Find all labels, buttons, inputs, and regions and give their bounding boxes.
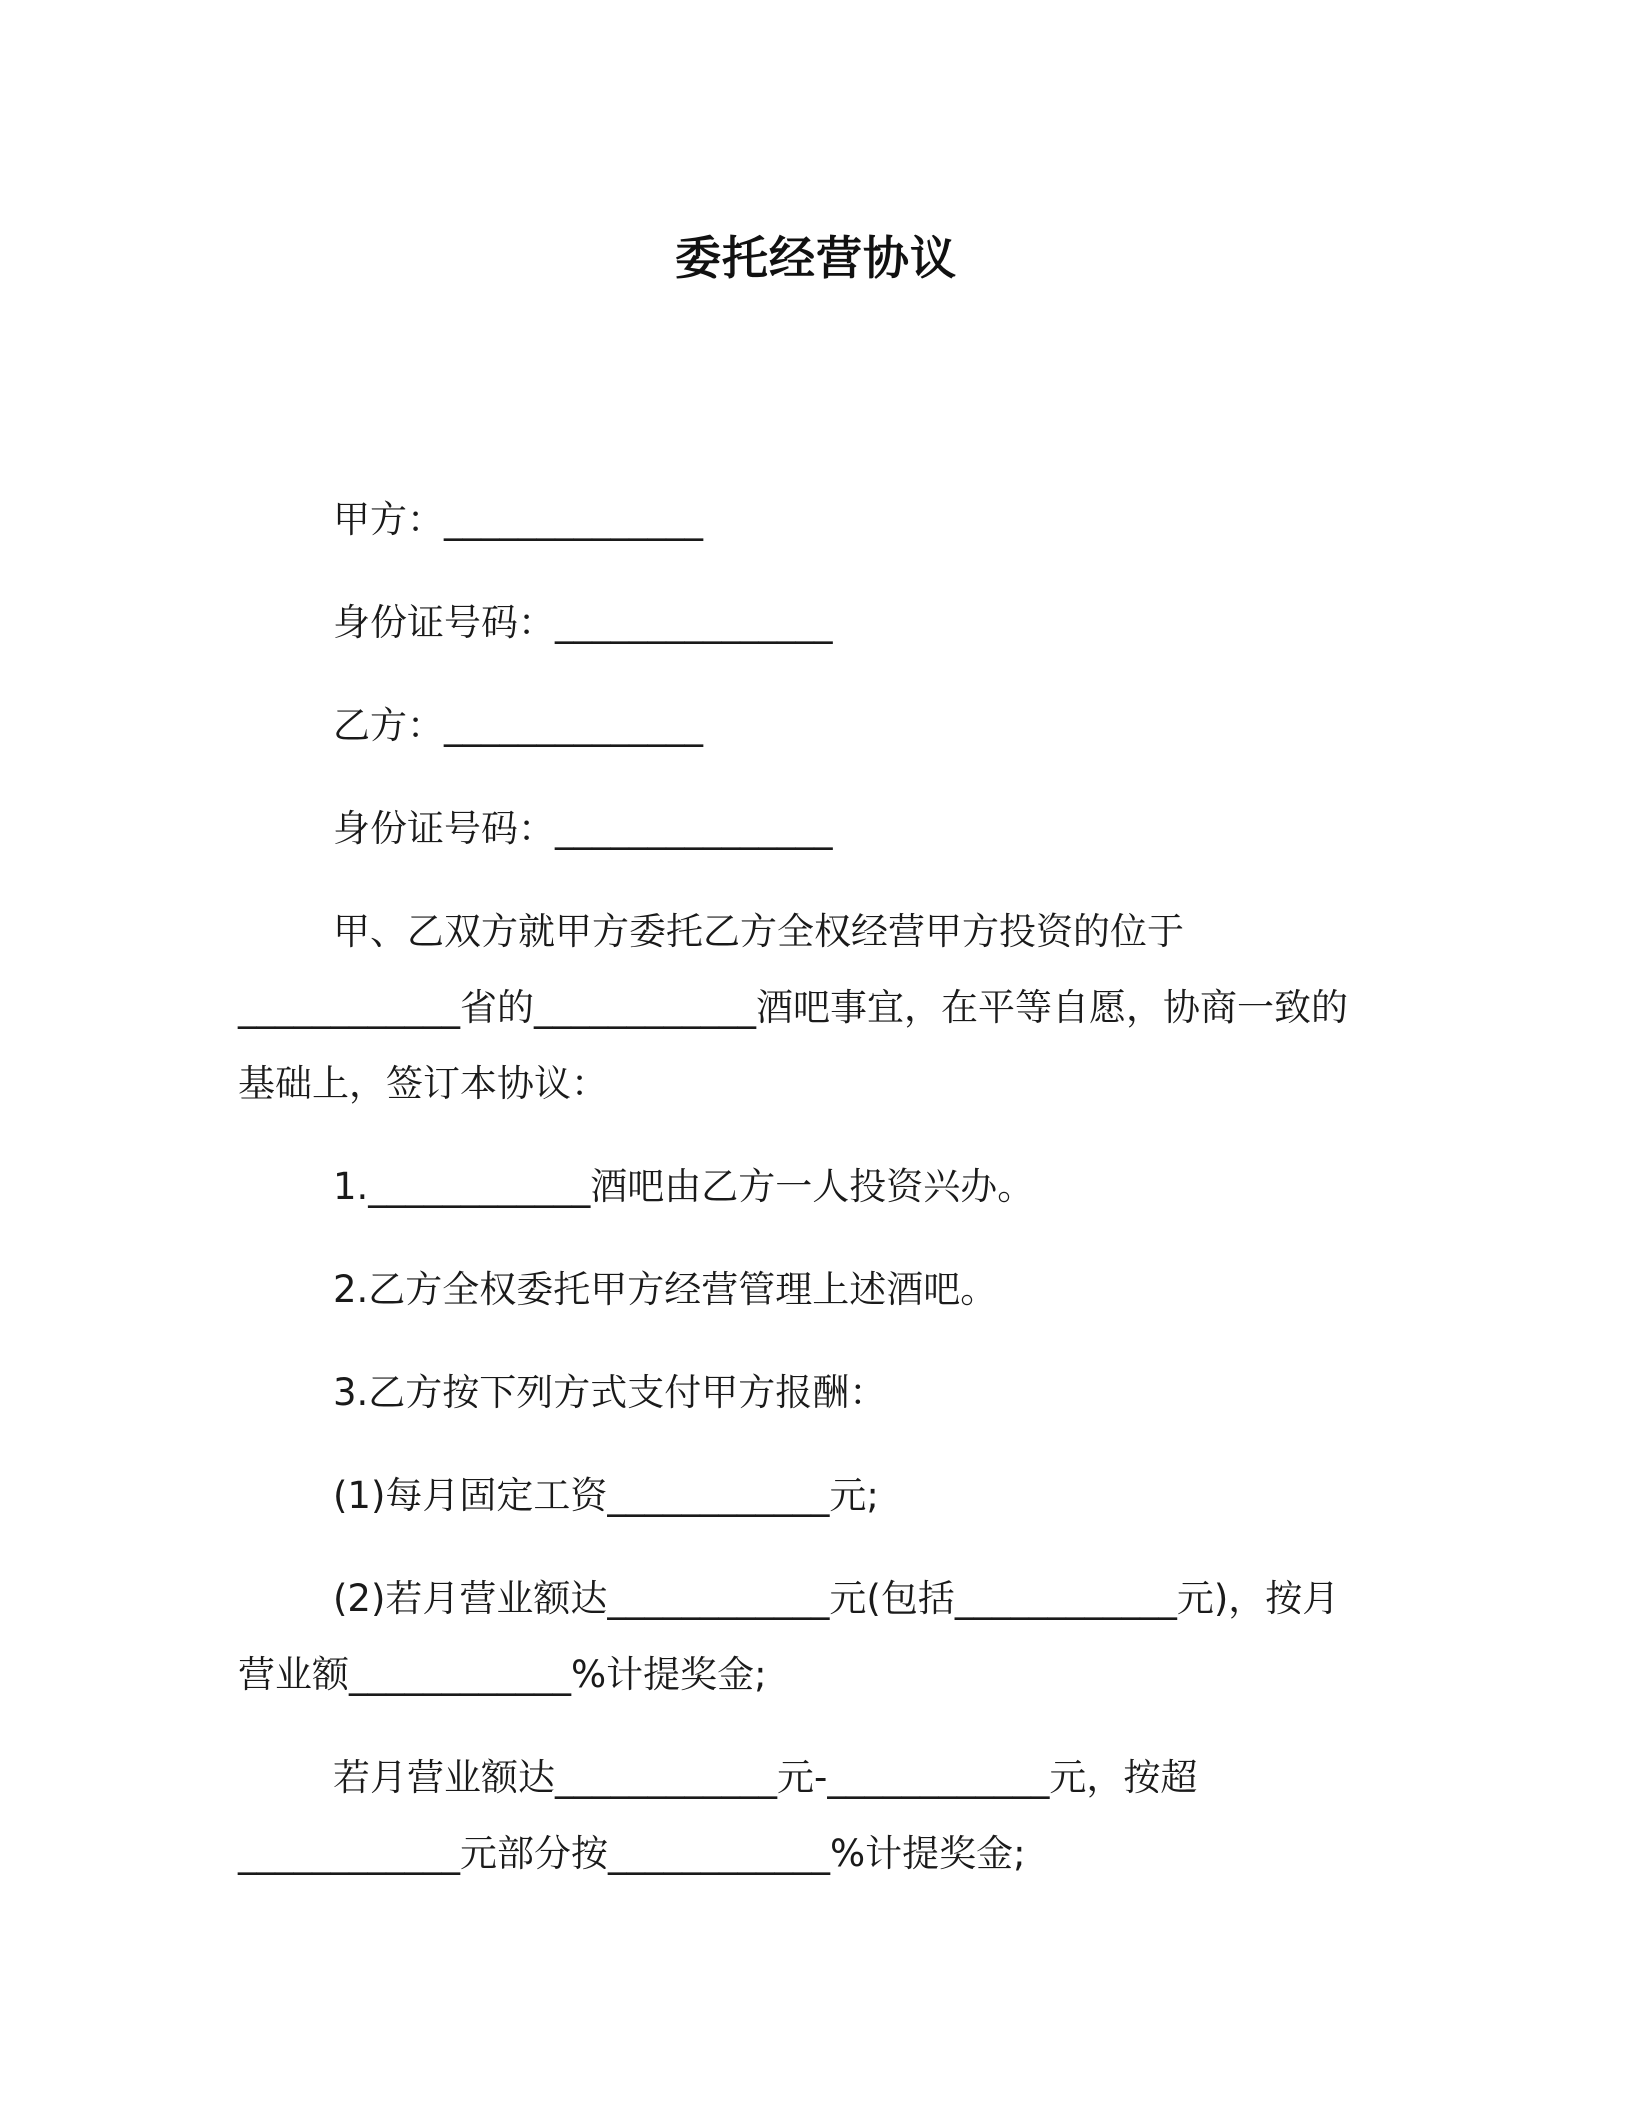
preamble-line-1: 甲、乙双方就甲方委托乙方全权经营甲方投资的位于 [333,910,1184,953]
party-b-line: 乙方：______________ [333,704,703,747]
clause-1: 1.____________酒吧由乙方一人投资兴办。 [333,1165,1035,1208]
clause-3: 3.乙方按下列方式支付甲方报酬： [333,1371,887,1414]
clause-3-2-tier-line-2: ____________元部分按____________%计提奖金; [238,1832,1026,1875]
clause-3-1: (1)每月固定工资____________元; [333,1474,879,1517]
clause-3-2-line-1: (2)若月营业额达____________元(包括____________元)，按月 [333,1577,1340,1620]
party-a-id-line: 身份证号码：_______________ [333,601,833,644]
clause-3-2-tier-line-1: 若月营业额达____________元-____________元，按超 [333,1756,1198,1799]
preamble-line-2: ____________省的____________酒吧事宜，在平等自愿，协商一致的 [238,986,1348,1029]
clause-3-2-line-2: 营业额____________%计提奖金; [238,1653,767,1696]
party-a-line: 甲方：______________ [333,498,703,541]
party-b-id-line: 身份证号码：_______________ [333,807,833,850]
preamble-line-3: 基础上，签订本协议： [238,1062,608,1105]
document-title: 委托经营协议 [675,231,957,285]
clause-2: 2.乙方全权委托甲方经营管理上述酒吧。 [333,1268,998,1311]
